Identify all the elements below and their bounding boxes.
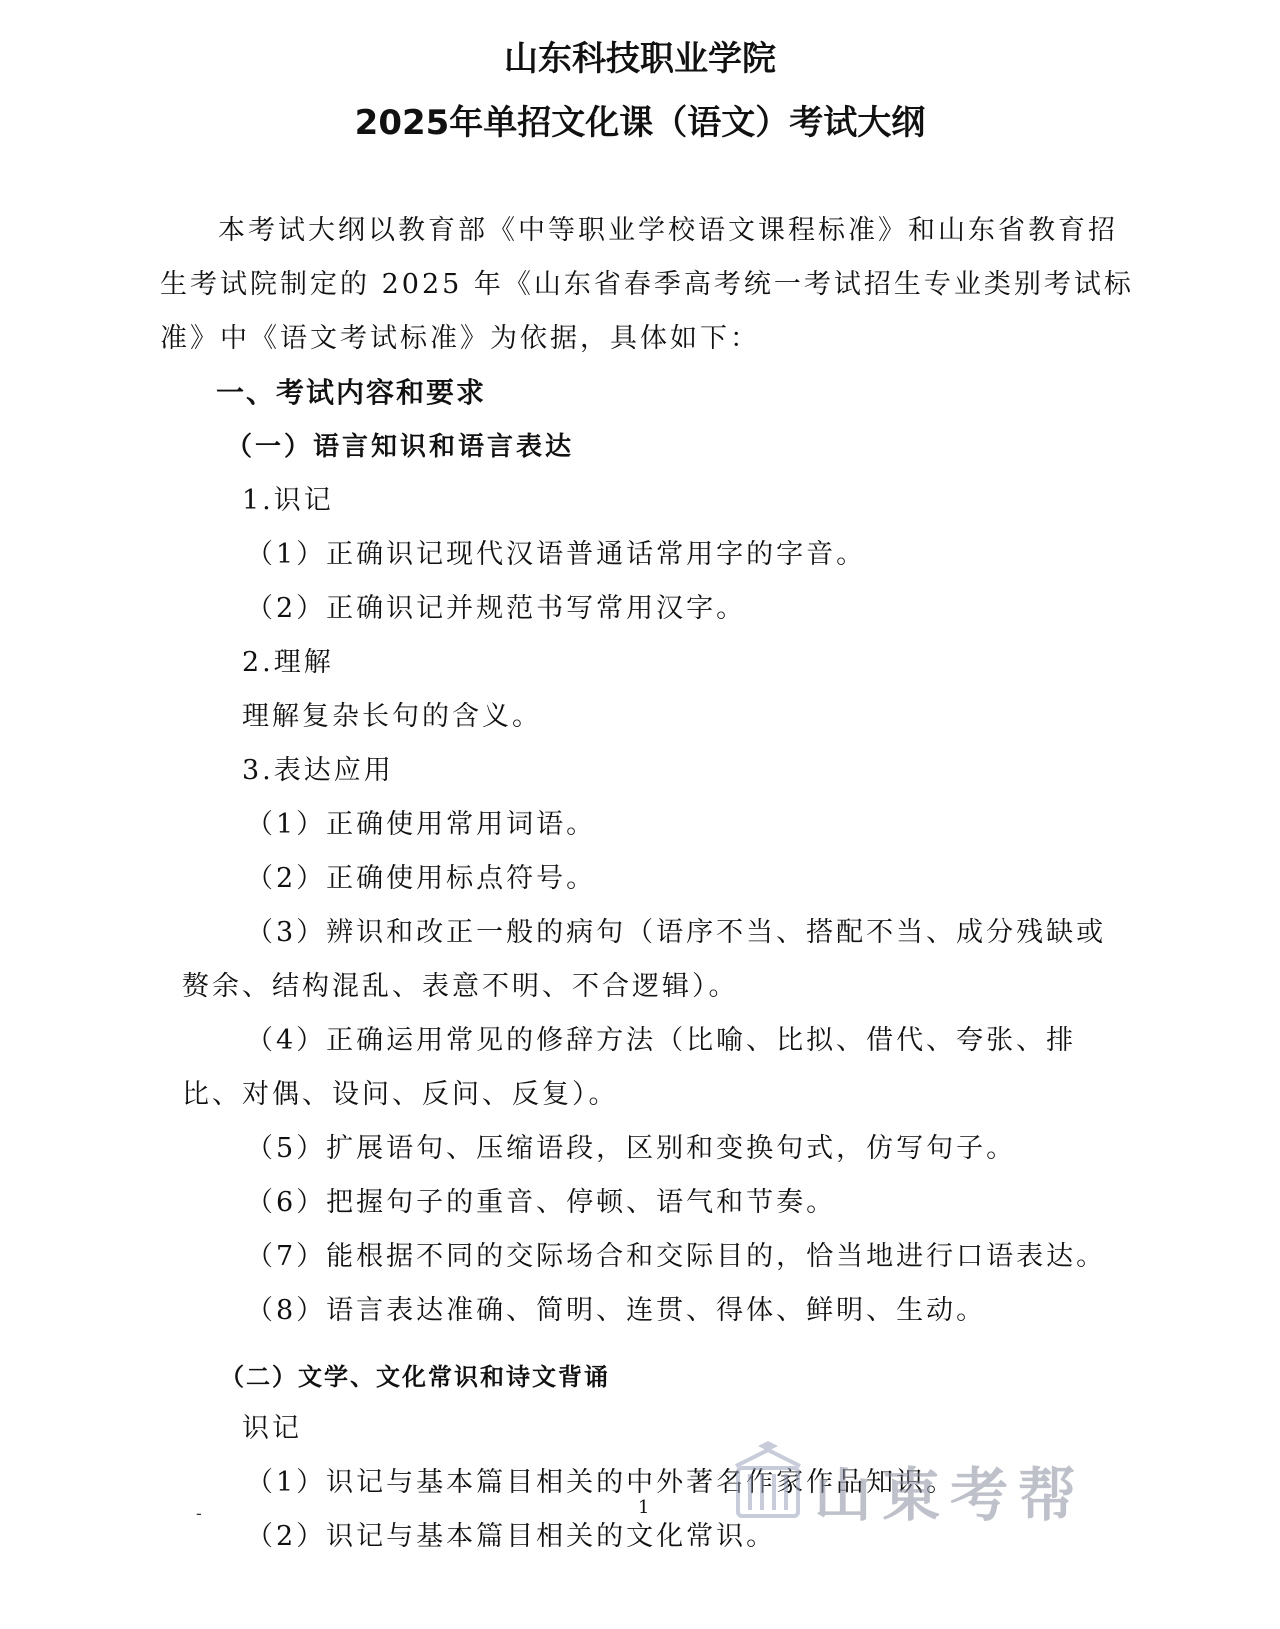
list-item: （7）能根据不同的交际场合和交际目的，恰当地进行口语表达。 (246, 1241, 1107, 1272)
watermark-text: 山東考帮 (814, 1461, 1087, 1529)
list-item: （6）把握句子的重音、停顿、语气和节奏。 (246, 1187, 837, 1218)
list-item: （1）正确识记现代汉语普通话常用字的字音。 (246, 539, 867, 570)
list-item: （2）识记与基本篇目相关的文化常识。 (246, 1521, 777, 1552)
list-item: （1）正确使用常用词语。 (246, 809, 597, 840)
paragraph: 理解复杂长句的含义。 (242, 701, 542, 732)
list-item: （3）辨识和改正一般的病句（语序不当、搭配不当、成分残缺或 (246, 917, 1107, 948)
list-item: （5）扩展语句、压缩语段，区别和变换句式，仿写句子。 (246, 1133, 1017, 1164)
page-number: 1 (638, 1497, 650, 1518)
item-title-expression: 3.表达应用 (242, 755, 394, 786)
intro-line-3: 准》中《语文考试标准》为依据，具体如下： (160, 323, 760, 354)
item-title-recall-2: 识记 (242, 1413, 302, 1444)
school-building-icon (730, 1440, 806, 1526)
list-item: （8）语言表达准确、简明、连贯、得体、鲜明、生动。 (246, 1295, 987, 1326)
subsection-heading-1: （一）语言知识和语言表达 (226, 432, 575, 462)
doc-title: 山东科技职业学院 (504, 39, 776, 79)
list-item: （1）识记与基本篇目相关的中外著名作家作品知识。 (246, 1467, 957, 1498)
item-title-recall: 1.识记 (242, 485, 334, 516)
item-title-understand: 2.理解 (242, 647, 334, 678)
list-item: （2）正确使用标点符号。 (246, 863, 597, 894)
subsection-heading-2: （二）文学、文化常识和诗文背诵 (220, 1362, 610, 1391)
list-item-continued: 比、对偶、设问、反问、反复）。 (182, 1079, 619, 1110)
section-heading: 一、考试内容和要求 (216, 376, 487, 409)
doc-subtitle: 2025年单招文化课（语文）考试大纲 (354, 103, 926, 143)
list-item: （2）正确识记并规范书写常用汉字。 (246, 593, 747, 624)
list-item: （4）正确运用常见的修辞方法（比喻、比拟、借代、夸张、排 (246, 1025, 1077, 1056)
watermark (730, 1440, 1087, 1530)
intro-line-2: 生考试院制定的 2025 年《山东省春季高考统一考试招生专业类别考试标 (160, 269, 1134, 300)
list-item-continued: 赘余、结构混乱、表意不明、不合逻辑）。 (182, 971, 739, 1002)
intro-line-1: 本考试大纲以教育部《中等职业学校语文课程标准》和山东省教育招 (218, 215, 1118, 246)
footer-mark: - (196, 1504, 202, 1523)
